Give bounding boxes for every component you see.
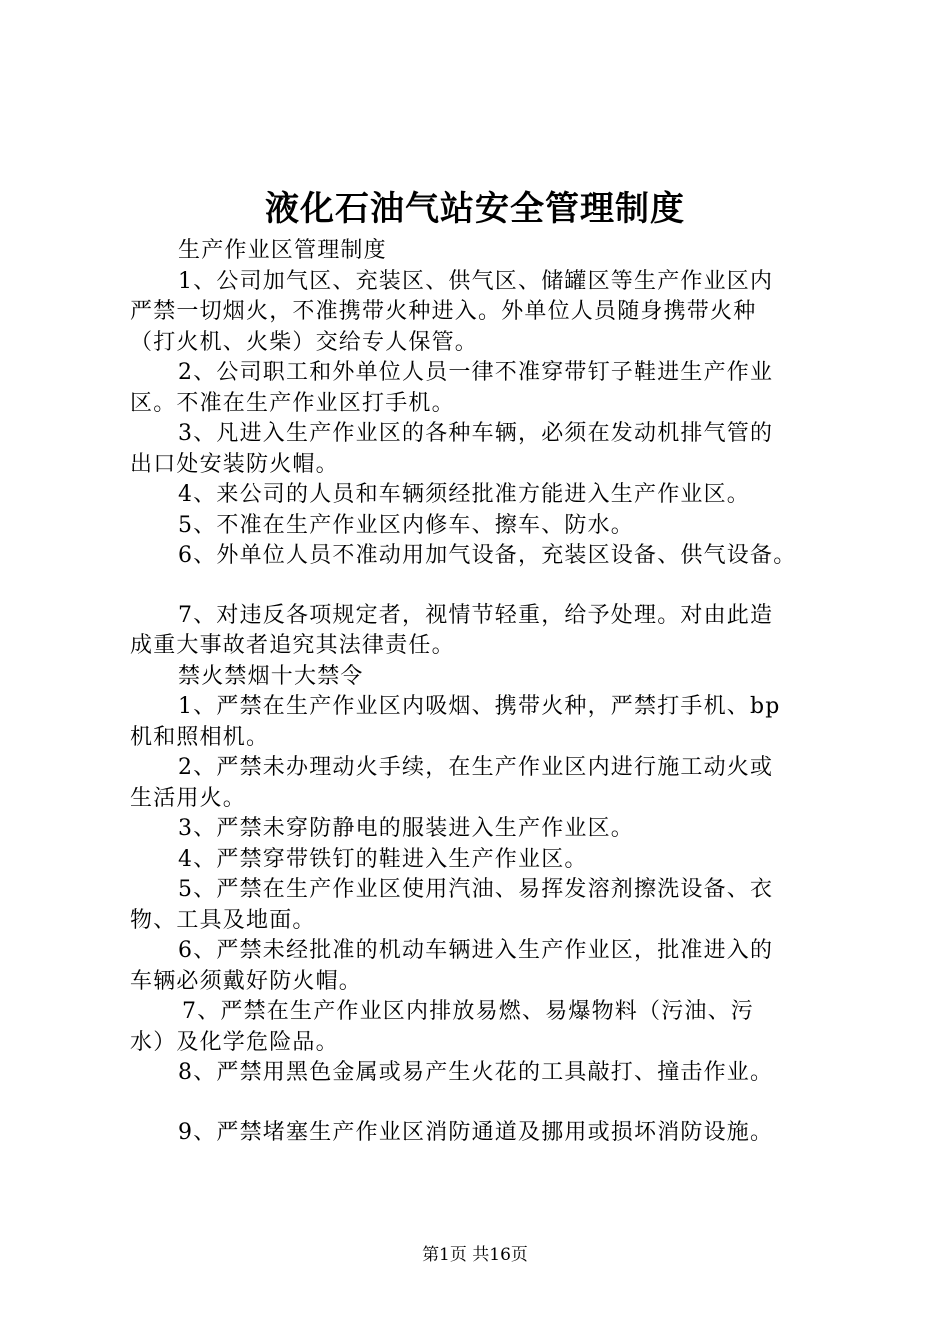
section-heading: 禁火禁烟十大禁令 <box>178 663 364 689</box>
paragraph-line: 5、严禁在生产作业区使用汽油、易挥发溶剂擦洗设备、衣 <box>178 877 774 902</box>
paragraph-line: 1、严禁在生产作业区内吸烟、携带火种，严禁打手机、bp <box>178 694 781 719</box>
paragraph-line: 8、严禁用黑色金属或易产生火花的工具敲打、撞击作业。 <box>178 1060 774 1085</box>
paragraph-line: 4、严禁穿带铁钉的鞋进入生产作业区。 <box>178 846 588 872</box>
paragraph-line: 2、严禁未办理动火手续，在生产作业区内进行施工动火或 <box>178 755 774 780</box>
paragraph-line: 生活用火。 <box>130 785 247 811</box>
paragraph-line: 3、凡进入生产作业区的各种车辆，必须在发动机排气管的 <box>178 421 774 446</box>
paragraph-line: 1、公司加气区、充装区、供气区、储罐区等生产作业区内 <box>178 268 774 294</box>
paragraph-line: 7、对违反各项规定者，视情节轻重，给予处理。对由此造 <box>178 602 774 628</box>
paragraph-line: 机和照相机。 <box>130 724 270 750</box>
paragraph-line: 5、不准在生产作业区内修车、擦车、防水。 <box>178 512 634 538</box>
paragraph-line: 7、严禁在生产作业区内排放易燃、易爆物料（污油、污 <box>182 999 754 1024</box>
paragraph-line: 水）及化学危险品。 <box>130 1029 339 1055</box>
paragraph-line: 9、严禁堵塞生产作业区消防通道及挪用或损坏消防设施。 <box>178 1119 774 1145</box>
paragraph-line: 物、工具及地面。 <box>130 907 316 933</box>
paragraph-line: 出口处安装防火帽。 <box>130 451 339 477</box>
paragraph-line: 2、公司职工和外单位人员一律不准穿带钉子鞋进生产作业 <box>178 360 774 385</box>
paragraph-line: 6、外单位人员不准动用加气设备，充装区设备、供气设备。 <box>178 543 797 568</box>
document-body <box>130 236 830 1148</box>
page-number-footer: 第1页 共16页 <box>422 1245 528 1265</box>
paragraph-line: 严禁一切烟火，不准携带火种进入。外单位人员随身携带火种 <box>130 299 757 324</box>
paragraph-line: 3、严禁未穿防静电的服装进入生产作业区。 <box>178 816 634 841</box>
paragraph-line: （打火机、火柴）交给专人保管。 <box>130 329 479 355</box>
paragraph-line: 4、来公司的人员和车辆须经批准方能进入生产作业区。 <box>178 482 750 507</box>
paragraph-line: 6、严禁未经批准的机动车辆进入生产作业区，批准进入的 <box>178 938 774 963</box>
document-title: 液化石油气站安全管理制度 <box>265 189 685 229</box>
paragraph-line: 成重大事故者追究其法律责任。 <box>130 633 455 658</box>
paragraph-line: 车辆必须戴好防火帽。 <box>130 968 363 994</box>
paragraph-line: 区。不准在生产作业区打手机。 <box>130 390 455 416</box>
section-heading: 生产作业区管理制度 <box>178 238 387 263</box>
